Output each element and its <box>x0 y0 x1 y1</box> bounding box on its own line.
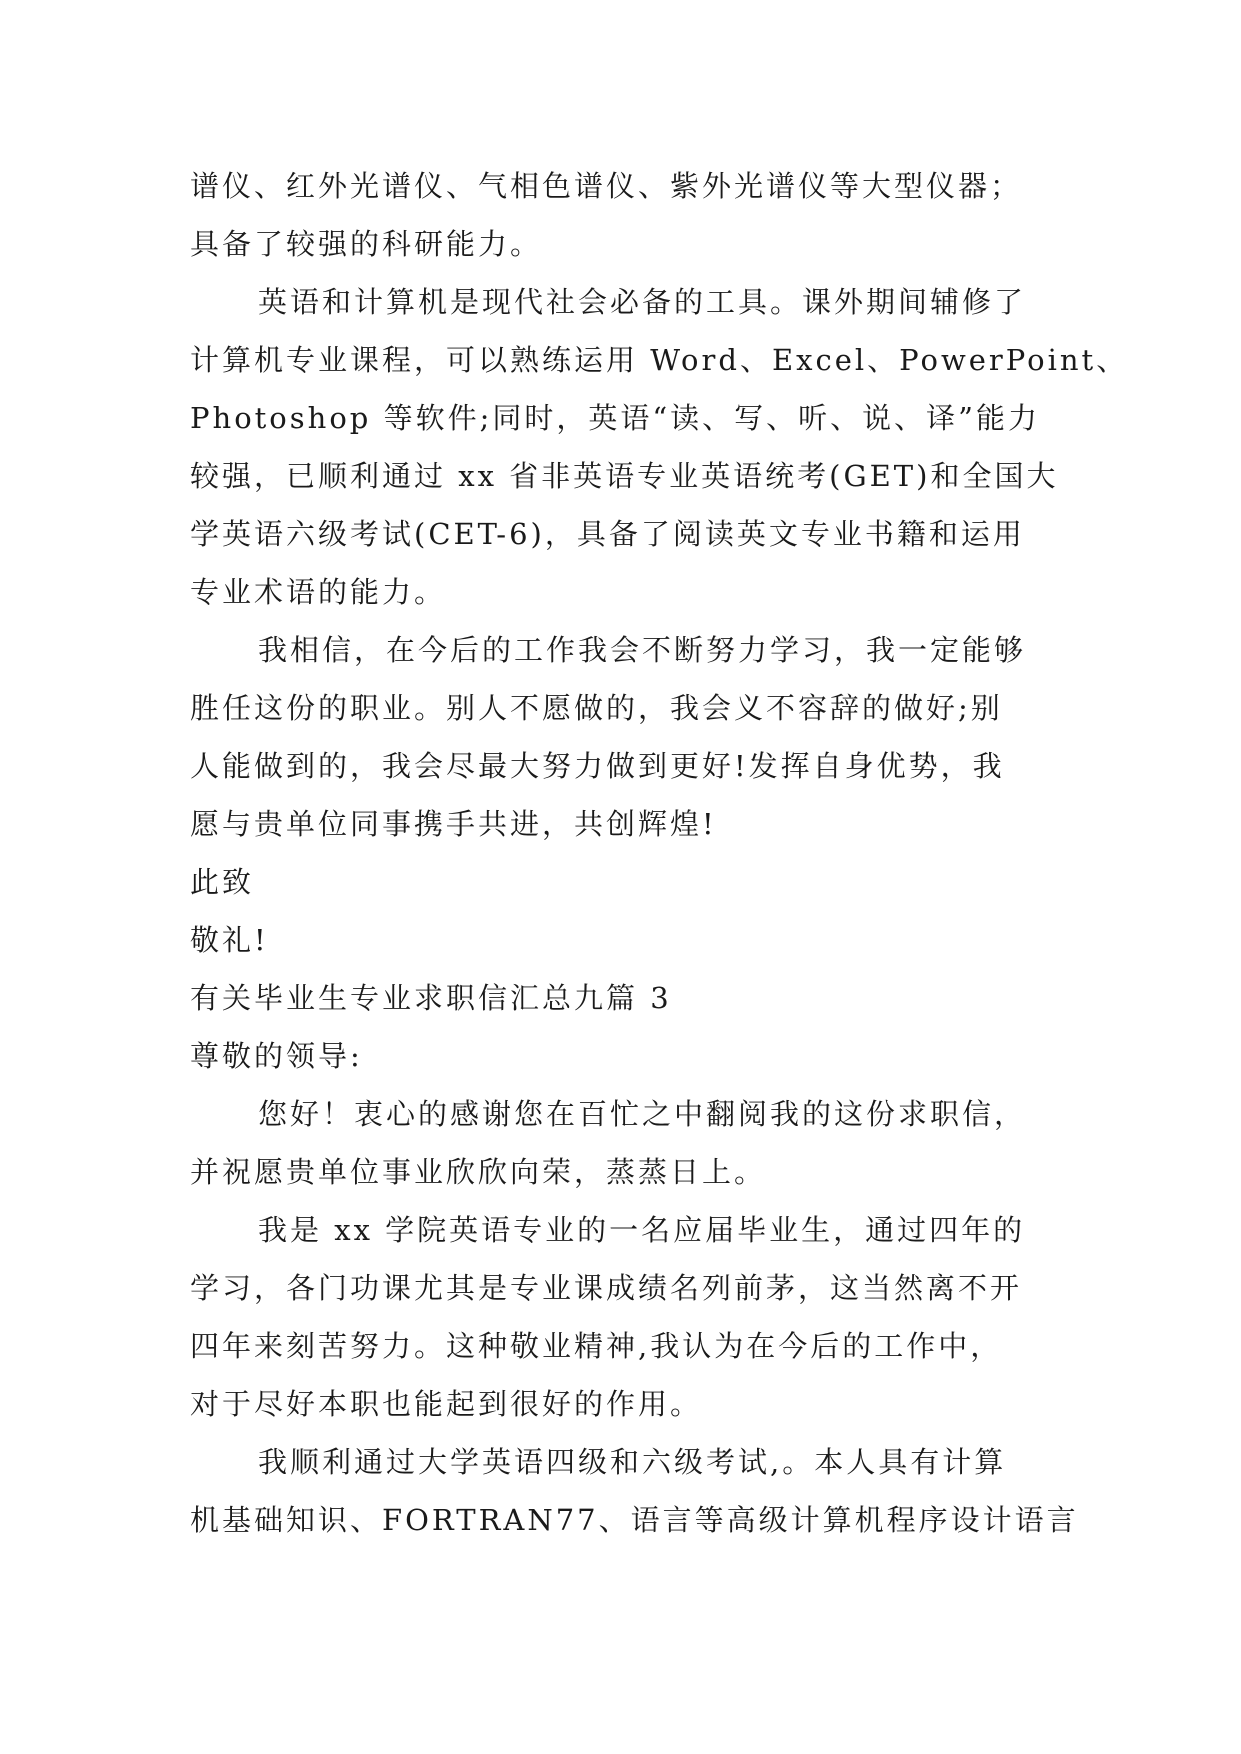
text-line: 谱仪、红外光谱仪、气相色谱仪、紫外光谱仪等大型仪器； <box>190 169 1023 203</box>
text-line: 并祝愿贵单位事业欣欣向荣，蒸蒸日上。 <box>190 1155 767 1189</box>
paragraph-line: 我是 xx 学院英语专业的一名应届毕业生，通过四年的 <box>258 1213 1026 1247</box>
text-line: 对于尽好本职也能起到很好的作用。 <box>190 1387 703 1421</box>
text-line: 较强，已顺利通过 xx 省非英语专业英语统考(GET)和全国大 <box>190 459 1059 493</box>
salutation: 尊敬的领导: <box>190 1039 363 1073</box>
section-title: 有关毕业生专业求职信汇总九篇 3 <box>190 981 672 1015</box>
text-line: 人能做到的，我会尽最大努力做到更好!发挥自身优势，我 <box>190 749 1005 783</box>
closing-salute: 敬礼! <box>190 923 269 957</box>
paragraph-line: 我相信，在今后的工作我会不断努力学习，我一定能够 <box>258 633 1027 667</box>
text-line: 胜任这份的职业。别人不愿做的，我会义不容辞的做好;别 <box>190 691 1003 725</box>
paragraph-line: 我顺利通过大学英语四级和六级考试,。本人具有计算 <box>258 1445 1007 1479</box>
text-line: 机基础知识、FORTRAN77、语言等高级计算机程序设计语言 <box>190 1503 1079 1537</box>
text-line: 计算机专业课程，可以熟练运用 Word、Excel、PowerPoint、 <box>190 343 1129 377</box>
closing-line: 此致 <box>190 865 255 899</box>
text-line: 专业术语的能力。 <box>190 575 447 609</box>
text-line: 学习，各门功课尤其是专业课成绩名列前茅，这当然离不开 <box>190 1271 1023 1305</box>
paragraph-line: 英语和计算机是现代社会必备的工具。课外期间辅修了 <box>258 285 1027 319</box>
text-line: 具备了较强的科研能力。 <box>190 227 543 261</box>
text-line: 愿与贵单位同事携手共进，共创辉煌! <box>190 807 717 841</box>
text-line: 四年来刻苦努力。这种敬业精神,我认为在今后的工作中， <box>190 1329 1003 1363</box>
paragraph-line: 您好！衷心的感谢您在百忙之中翻阅我的这份求职信， <box>258 1097 1027 1131</box>
text-line: Photoshop 等软件;同时，英语“读、写、听、说、译”能力 <box>190 401 1040 435</box>
text-line: 学英语六级考试(CET-6)，具备了阅读英文专业书籍和运用 <box>190 517 1025 551</box>
